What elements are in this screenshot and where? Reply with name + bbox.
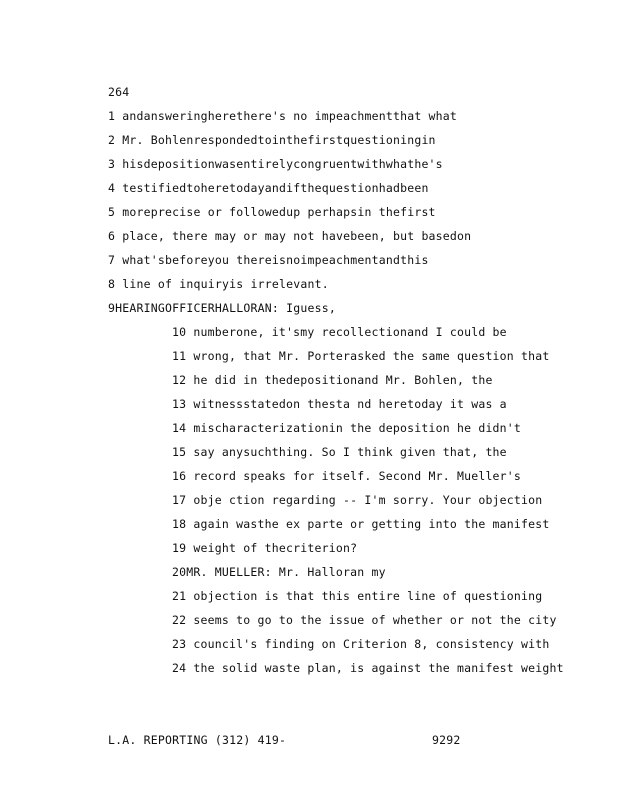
page-number: 264 [108, 85, 130, 99]
transcript-line-7: 7 what'sbeforeyou thereisnoimpeachmentandthis [108, 253, 429, 267]
transcript-line-5: 5 moreprecise or followedup perhapsin thefirst [108, 205, 436, 219]
transcript-line-19: 19 weight of thecriterion? [172, 541, 358, 555]
transcript-line-3: 3 hisdepositionwasentirelycongruentwithwhathe's [108, 157, 443, 171]
transcript-line-17: 17 obje ction regarding -- I'm sorry. Your objection [172, 493, 543, 507]
transcript-line-9: 9HEARINGOFFICERHALLORAN: Iguess, [108, 301, 336, 315]
transcript-line-15: 15 say anysuchthing. So I think given that, the [172, 445, 507, 459]
transcript-line-22: 22 seems to go to the issue of whether or not the city [172, 613, 557, 627]
transcript-line-4: 4 testifiedtoheretodayandifthequestionhadbeen [108, 181, 429, 195]
transcript-line-13: 13 witnessstatedon thesta nd heretoday it was a [172, 397, 507, 411]
transcript-line-10: 10 numberone, it'smy recollectionand I could be [172, 325, 507, 339]
reporter-phone-suffix: 9292 [432, 733, 461, 747]
transcript-line-18: 18 again wasthe ex parte or getting into the manifest [172, 517, 550, 531]
transcript-line-2: 2 Mr. Bohlenrespondedtointhefirstquestioningin [108, 133, 436, 147]
transcript-line-20: 20MR. MUELLER: Mr. Halloran my [172, 565, 386, 579]
transcript-line-1: 1 andansweringherethere's no impeachmentthat what [108, 109, 458, 123]
transcript-line-12: 12 he did in thedepositionand Mr. Bohlen, the [172, 373, 493, 387]
reporter-footer: L.A. REPORTING (312) 419- [108, 733, 287, 747]
transcript-line-14: 14 mischaracterizationin the deposition he didn't [172, 421, 522, 435]
transcript-line-24: 24 the solid waste plan, is against the manifest weight [172, 661, 564, 675]
transcript-line-23: 23 council's finding on Criterion 8, consistency with [172, 637, 550, 651]
transcript-line-21: 21 objection is that this entire line of questioning [172, 589, 543, 603]
transcript-line-6: 6 place, there may or may not havebeen, but basedon [108, 229, 472, 243]
transcript-line-16: 16 record speaks for itself. Second Mr. Mueller's [172, 469, 522, 483]
transcript-line-8: 8 line of inquiryis irrelevant. [108, 277, 329, 291]
transcript-line-11: 11 wrong, that Mr. Porterasked the same question that [172, 349, 550, 363]
